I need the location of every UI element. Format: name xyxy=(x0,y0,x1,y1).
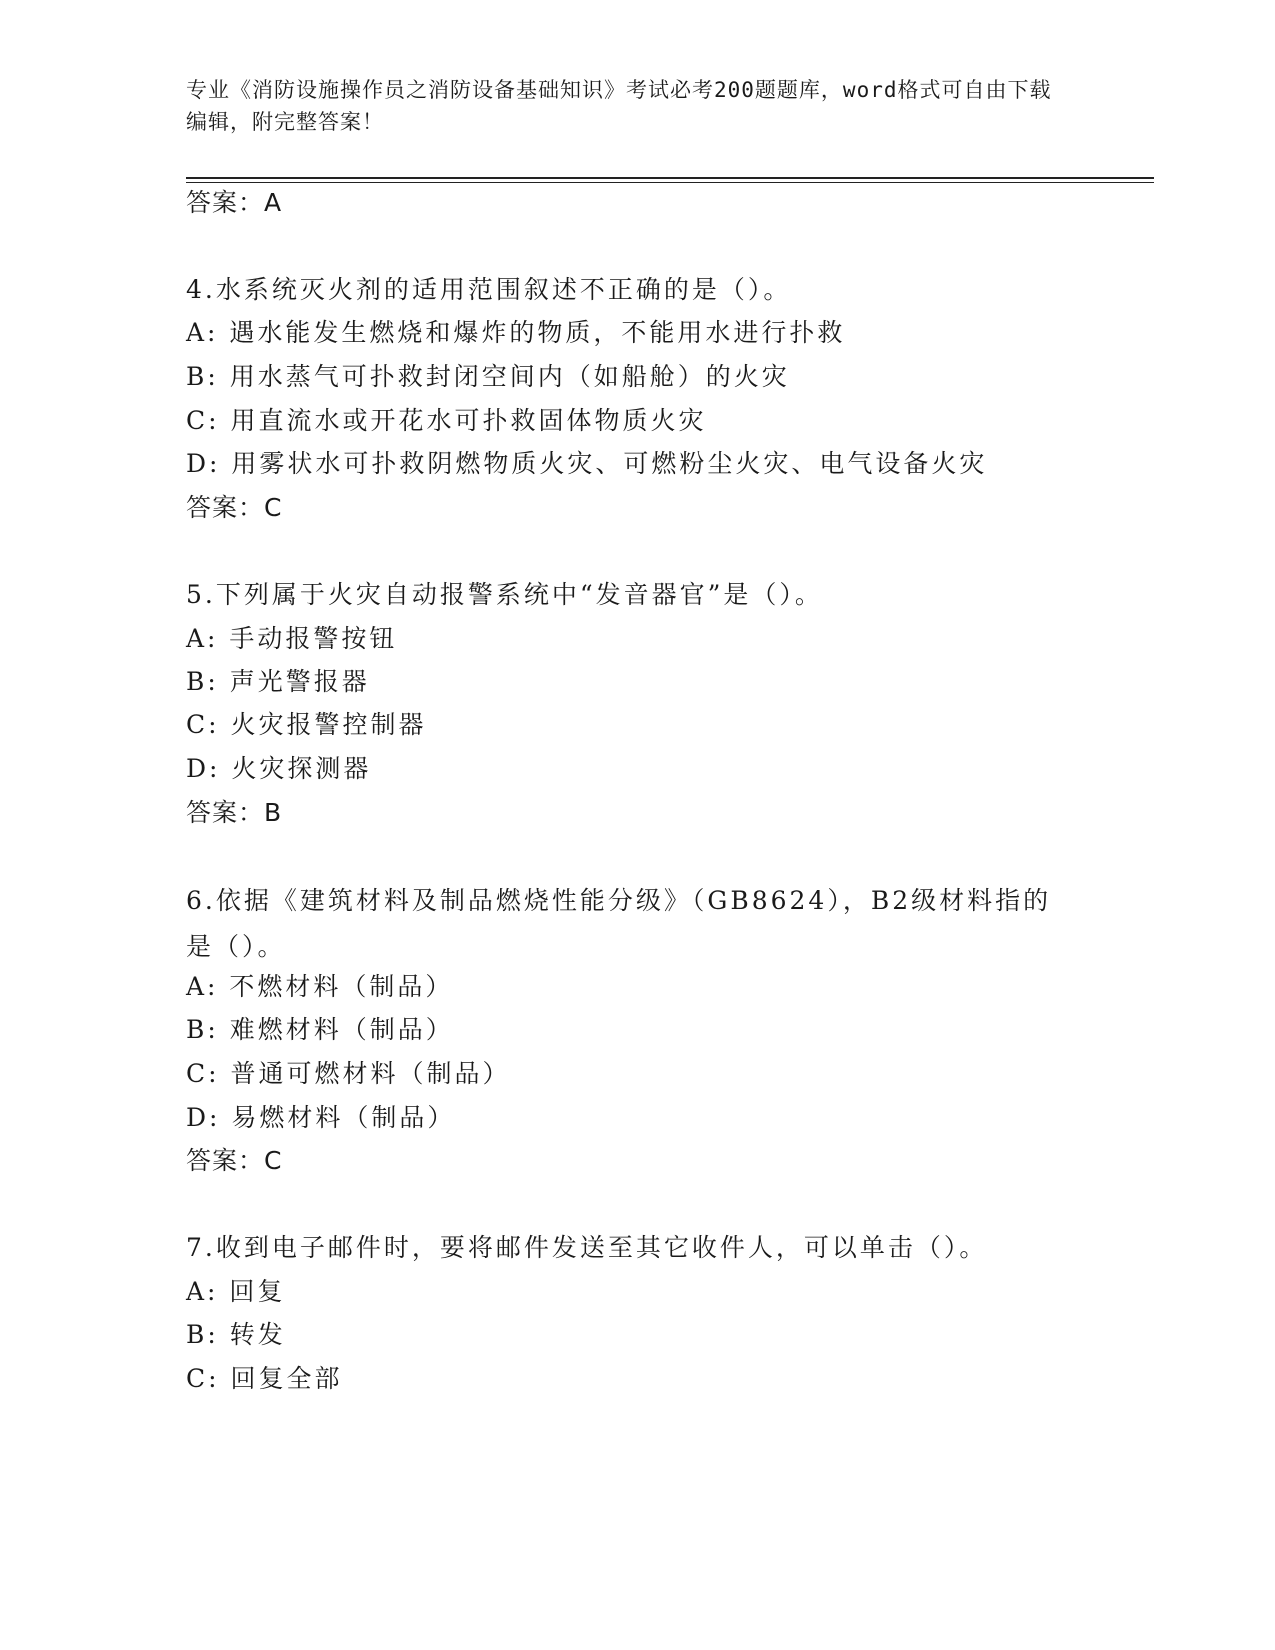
question-6-option-a: A: 不燃材料（制品） xyxy=(186,972,454,1001)
question-4-option-c: C: 用直流水或开花水可扑救固体物质火灾 xyxy=(186,406,707,435)
question-5-option-b: B: 声光警报器 xyxy=(186,667,370,696)
question-5-answer: 答案：B xyxy=(186,798,283,827)
question-4-text: 4.水系统灭火剂的适用范围叙述不正确的是（）。 xyxy=(186,275,792,304)
question-5-option-d: D: 火灾探测器 xyxy=(186,754,372,783)
question-6-answer: 答案：C xyxy=(186,1146,283,1175)
question-5-option-c: C: 火灾报警控制器 xyxy=(186,710,427,739)
question-7-option-b: B: 转发 xyxy=(186,1320,286,1349)
question-7-option-c: C: 回复全部 xyxy=(186,1364,343,1393)
question-7-option-a: A: 回复 xyxy=(186,1277,286,1306)
question-4-option-a: A: 遇水能发生燃烧和爆炸的物质，不能用水进行扑救 xyxy=(186,318,846,347)
question-4-option-b: B: 用水蒸气可扑救封闭空间内（如船舱）的火灾 xyxy=(186,362,790,391)
header-divider-thin xyxy=(186,182,1154,183)
question-6-option-b: B: 难燃材料（制品） xyxy=(186,1015,454,1044)
answer-prev: 答案：A xyxy=(186,188,283,217)
question-5-text: 5.下列属于火灾自动报警系统中“发音器官”是（）。 xyxy=(186,580,823,609)
question-6-option-d: D: 易燃材料（制品） xyxy=(186,1103,456,1132)
question-7-text: 7.收到电子邮件时，要将邮件发送至其它收件人，可以单击（）。 xyxy=(186,1233,988,1262)
question-6-text: 6.依据《建筑材料及制品燃烧性能分级》（GB8624），B2级材料指的是（）。 xyxy=(186,886,1052,961)
document-header: 专业《消防设施操作员之消防设备基础知识》考试必考200题题库，word格式可自由下载编辑，附完整答案！ xyxy=(186,78,1052,134)
question-5-option-a: A: 手动报警按钮 xyxy=(186,624,398,653)
question-4-answer: 答案：C xyxy=(186,493,283,522)
question-6-option-c: C: 普通可燃材料（制品） xyxy=(186,1059,511,1088)
header-divider-thick xyxy=(186,177,1154,179)
question-4-option-d: D: 用雾状水可扑救阴燃物质火灾、可燃粉尘火灾、电气设备火灾 xyxy=(186,449,988,478)
